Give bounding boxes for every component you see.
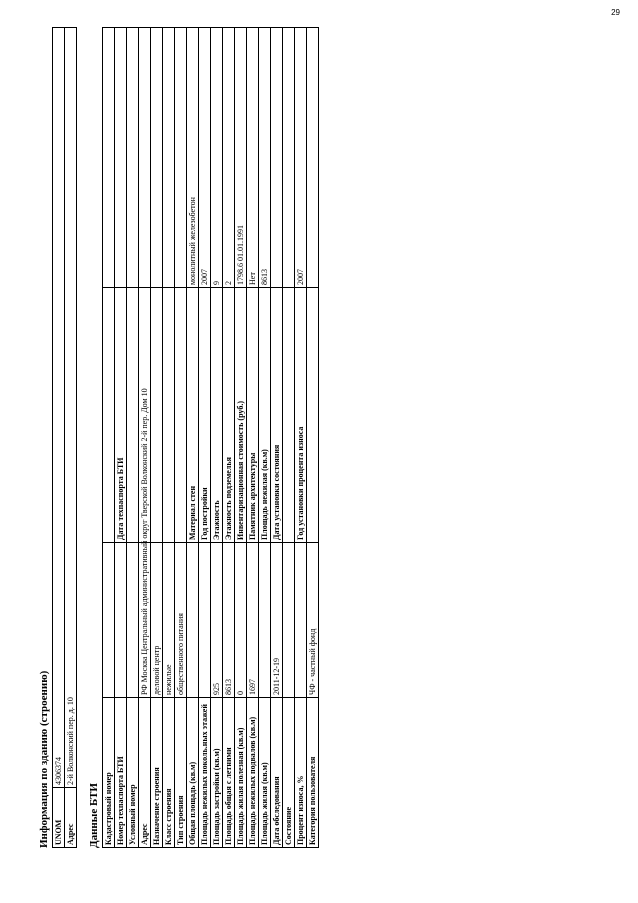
bti-row (163, 28, 175, 848)
bti-value: деловой центр (151, 543, 163, 698)
bti-value-2: 1798.6 01.01.1991 (235, 28, 247, 288)
bti-label-2: Год постройки (199, 288, 211, 543)
bti-row (199, 28, 211, 848)
bti-label-2 (175, 288, 187, 543)
bti-label: Площадь жилая (кв.м) (259, 698, 271, 848)
bti-value: 8613 (223, 543, 235, 698)
page-title: Информация по зданию (строению) (38, 670, 50, 848)
bti-row (127, 28, 139, 848)
bti-label: Номер техпаспорта БТИ (115, 698, 127, 848)
bti-row (103, 28, 115, 848)
rotated-document (38, 28, 338, 848)
bti-label-2: Этажность (211, 288, 223, 543)
bti-label: Назначение строения (151, 698, 163, 848)
bti-value-2 (283, 28, 295, 288)
bti-label: Дата обследования (271, 698, 283, 848)
bti-value: 1697 (247, 543, 259, 698)
bti-data-table (102, 27, 319, 848)
info-value: 2-й Волконский пер. д. 10 (65, 28, 77, 788)
bti-row (187, 28, 199, 848)
bti-label: Адрес (139, 698, 151, 848)
bti-row (259, 28, 271, 848)
bti-value-2: 2 (223, 28, 235, 288)
bti-row (247, 28, 259, 848)
bti-label: Процент износа, % (295, 698, 307, 848)
bti-label-2: Этажность подземелья (223, 288, 235, 543)
bti-row (271, 28, 283, 848)
bti-label-2: Материал стен (187, 288, 199, 543)
bti-value (283, 543, 295, 698)
bti-label: Площадь жилая полезная (кв.м) (235, 698, 247, 848)
bti-value-2 (307, 28, 319, 288)
bti-value: 0 (235, 543, 247, 698)
bti-label-2: Год установки процента износа (295, 288, 307, 543)
bti-row (223, 28, 235, 848)
bti-label-2: Площадь нежилая (кв.м) (259, 288, 271, 543)
bti-row (139, 28, 151, 848)
bti-label: Площадь застройки (кв.м) (211, 698, 223, 848)
bti-value-2 (103, 28, 115, 288)
bti-value-2 (271, 28, 283, 288)
bti-value: 2011-12-19 (271, 543, 283, 698)
bti-row (151, 28, 163, 848)
bti-label: Условный номер (127, 698, 139, 848)
bti-value-2: 2007 (295, 28, 307, 288)
bti-value-2 (151, 28, 163, 288)
info-value: 4306374 (53, 28, 65, 788)
bti-value-2 (127, 28, 139, 288)
bti-value-2: 9 (211, 28, 223, 288)
bti-value (259, 543, 271, 698)
info-label: Адрес (65, 788, 77, 848)
bti-section-title: Данные БТИ (88, 783, 100, 848)
bti-value: общественного питания (175, 543, 187, 698)
bti-label: Площадь нежилых поколь.ных этажей (199, 698, 211, 848)
bti-label-2 (307, 288, 319, 543)
bti-value-2: монолитный железобетон (187, 28, 199, 288)
bti-value (103, 543, 115, 698)
bti-value (295, 543, 307, 698)
bti-value-2 (175, 28, 187, 288)
bti-value: ЧФ - частный фонд (307, 543, 319, 698)
bti-label: Общая площадь (кв.м) (187, 698, 199, 848)
page-number: 29 (611, 8, 620, 17)
bti-label-2: Дата техпаспорта БТИ (115, 288, 127, 543)
bti-value-2 (115, 28, 127, 288)
bti-label: Тип строения (175, 698, 187, 848)
bti-value-2: Нет (247, 28, 259, 288)
bti-value (187, 543, 199, 698)
bti-value (127, 543, 139, 698)
bti-row (211, 28, 223, 848)
bti-row (235, 28, 247, 848)
bti-row (307, 28, 319, 848)
bti-value-2 (139, 28, 151, 288)
bti-row (175, 28, 187, 848)
bti-value (199, 543, 211, 698)
bti-label-2: Дата установки состояния (271, 288, 283, 543)
info-row (53, 28, 65, 848)
bti-label: Площадь общая с летними (223, 698, 235, 848)
bti-label: Кадастровый номер (103, 698, 115, 848)
bti-row (115, 28, 127, 848)
bti-label: Площадь нежилых подвалов (кв.м) (247, 698, 259, 848)
building-info-table (52, 27, 77, 848)
bti-value-2: 8613 (259, 28, 271, 288)
bti-label-2: Инвентаризационная стоимость (руб.) (235, 288, 247, 543)
bti-value-2: 2007 (199, 28, 211, 288)
bti-label-2 (127, 288, 139, 543)
info-label: UNOM (53, 788, 65, 848)
bti-value: 925 (211, 543, 223, 698)
bti-label: Категория пользователя (307, 698, 319, 848)
bti-value: РФ Москва Центральный административный округ Тверской Волконский 2-й пер. Дом 10 (139, 543, 151, 698)
info-row (65, 28, 77, 848)
bti-value: нежилые (163, 543, 175, 698)
bti-row (295, 28, 307, 848)
bti-label-2 (283, 288, 295, 543)
bti-value (115, 543, 127, 698)
bti-label-2 (151, 288, 163, 543)
bti-label-2 (103, 288, 115, 543)
bti-row (283, 28, 295, 848)
bti-label-2: Памятник архитектуры (247, 288, 259, 543)
bti-value-2 (163, 28, 175, 288)
bti-label: Состояние (283, 698, 295, 848)
bti-label-2 (163, 288, 175, 543)
bti-label: Класс строения (163, 698, 175, 848)
